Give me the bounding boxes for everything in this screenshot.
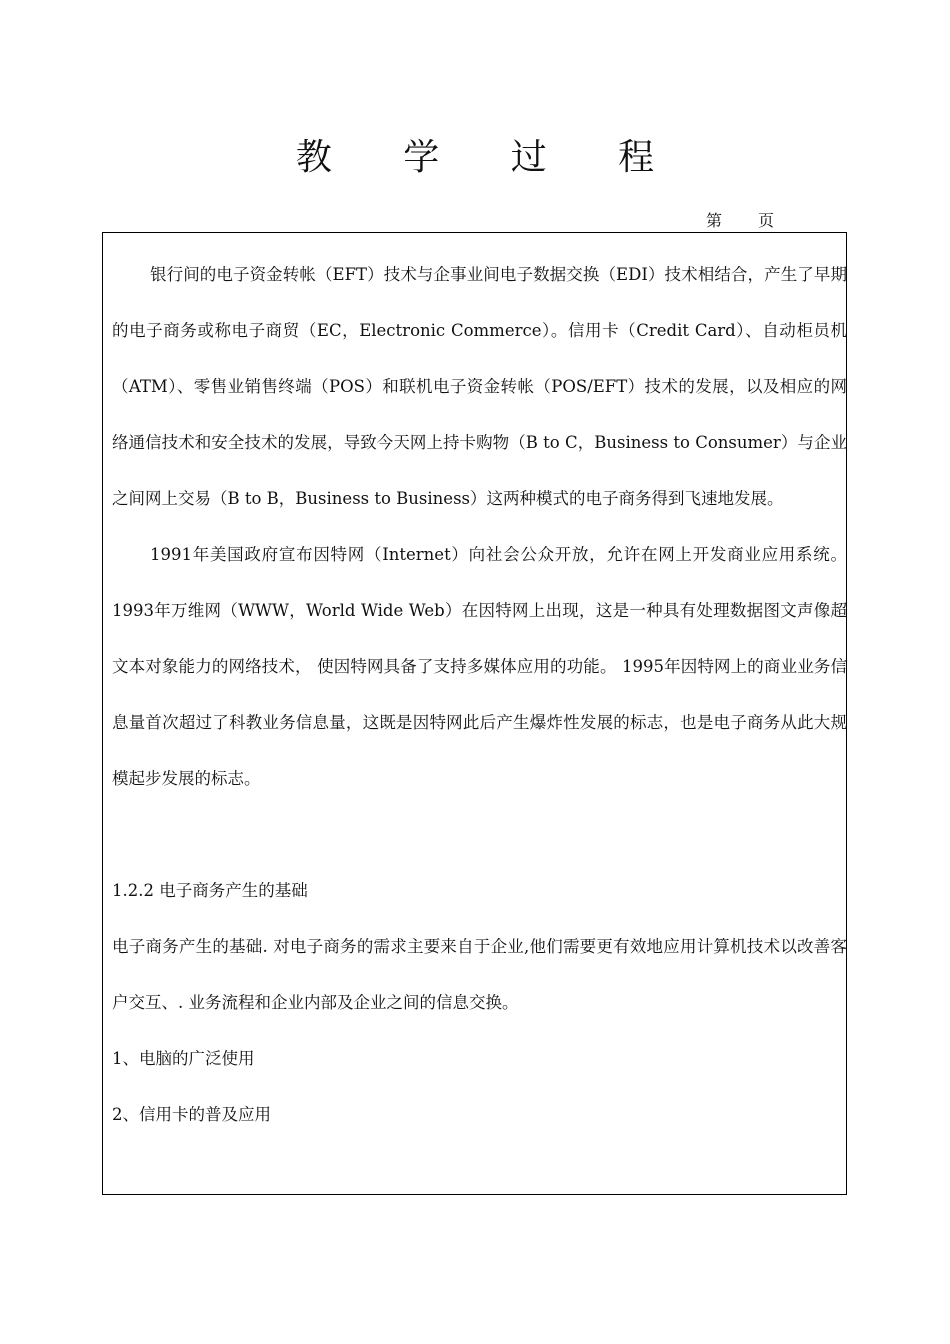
list-item: 1、电脑的广泛使用 (112, 1049, 255, 1068)
paragraph-ecommerce-origin: 银行间的电子资金转帐（EFT）技术与企事业间电子数据交换（EDI）技术相结合，产生了早期的电子商务或称电子商贸（EC，Electronic Commerce）。信用卡（Credit Card）、自动柜员机（ATM）、零售业销售终端（POS）和联机电子资金转帐（POS/EFT）技术的发展，以及相应的网络通信技术和安全技术的发展，导致今天网上持卡购物（B to C，Business to Consumer）与企业之间网上交易（B to B，Business to Business）这两种模式的电子商务得到飞速地发展。 (112, 265, 847, 508)
page-label-prefix: 第 (706, 211, 723, 230)
paragraph-internet-history: 1991年美国政府宣布因特网（Internet）向社会公众开放，允许在网上开发商业应用系统。1993年万维网（WWW，World Wide Web）在因特网上出现，这是一种具有处理数据图文声像超文本对象能力的网络技术， 使因特网具备了支持多媒体应用的功能。 1995年因特网上的商业业务信息量首次超过了科教业务信息量，这既是因特网此后产生爆炸性发展的标志，也是电子商务从此大规模起步发展的标志。 (112, 545, 847, 788)
paragraph-ecommerce-basis: 电子商务产生的基础. 对电子商务的需求主要来自于企业,他们需要更有效地应用计算机技术以改善客户交互、. 业务流程和企业内部及企业之间的信息交换。 (112, 937, 847, 1012)
page-number-label (706, 211, 774, 231)
content-body (112, 247, 847, 1143)
list-item: 2、信用卡的普及应用 (112, 1105, 271, 1124)
blank-line (112, 807, 847, 863)
page-title: 教 学 过 程 (295, 137, 685, 178)
content-frame (102, 232, 847, 1195)
page-label-suffix: 页 (758, 211, 775, 230)
section-heading: 1.2.2 电子商务产生的基础 (112, 881, 308, 900)
